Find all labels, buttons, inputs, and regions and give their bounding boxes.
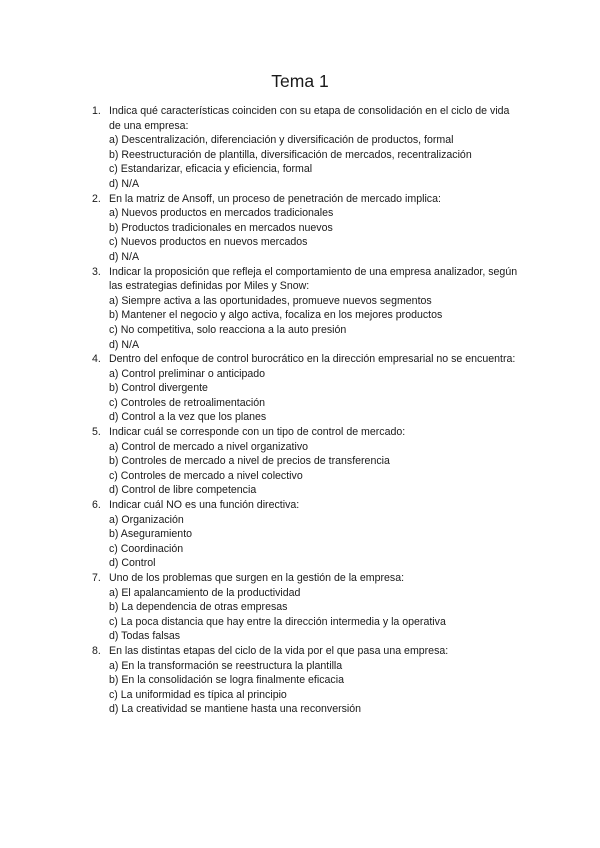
question-text: Indicar cuál NO es una función directiva: — [109, 499, 300, 512]
answer-option: b) Mantener el negocio y algo activa, focaliza en los mejores productos — [109, 309, 443, 322]
answer-option: c) La poca distancia que hay entre la dirección intermedia y la operativa — [109, 615, 446, 628]
question-item — [92, 352, 522, 425]
answer-options — [109, 294, 522, 352]
question-text: Indicar la proposición que refleja el comportamiento de una empresa analizador, según las estrategias definidas por Miles y Snow: — [109, 265, 518, 293]
answer-option: c) Controles de mercado a nivel colectivo — [109, 469, 303, 482]
question-text: Indicar cuál se corresponde con un tipo de control de mercado: — [109, 426, 406, 439]
question-item — [92, 425, 522, 498]
answer-options — [109, 367, 522, 425]
answer-option: b) La dependencia de otras empresas — [109, 601, 288, 614]
question-number: 4. — [92, 353, 101, 366]
question-item — [92, 571, 522, 644]
answer-option: b) Control divergente — [109, 382, 208, 395]
answer-option: d) Todas falsas — [109, 630, 181, 643]
answer-option: a) Descentralización, diferenciación y diversificación de productos, formal — [109, 134, 454, 147]
question-number: 8. — [92, 644, 101, 657]
question-text: En las distintas etapas del ciclo de la vida por el que pasa una empresa: — [109, 644, 449, 657]
question-number: 1. — [92, 105, 101, 117]
answer-option: d) La creatividad se mantiene hasta una reconversión — [109, 703, 362, 716]
question-item — [92, 104, 522, 192]
answer-option: b) Productos tradicionales en mercados nuevos — [109, 221, 333, 234]
answer-option: a) Siempre activa a las oportunidades, promueve nuevos segmentos — [109, 294, 432, 307]
answer-options — [109, 586, 522, 644]
question-list — [92, 104, 522, 717]
answer-option: d) N/A — [109, 250, 140, 263]
answer-option: a) Control preliminar o anticipado — [109, 367, 266, 380]
question-number: 6. — [92, 499, 101, 512]
answer-option: a) Control de mercado a nivel organizativo — [109, 440, 309, 453]
question-item — [92, 192, 522, 265]
answer-options — [109, 659, 522, 717]
answer-option: d) N/A — [109, 177, 140, 190]
answer-option: c) No competitiva, solo reacciona a la auto presión — [109, 323, 347, 336]
answer-option: c) Nuevos productos en nuevos mercados — [109, 236, 308, 249]
question-item — [92, 644, 522, 717]
question-item — [92, 265, 522, 353]
answer-option: c) Estandarizar, eficacia y eficiencia, formal — [109, 163, 313, 176]
answer-option: b) En la consolidación se logra finalmente eficacia — [109, 674, 344, 687]
answer-option: c) La uniformidad es típica al principio — [109, 688, 287, 701]
answer-option: d) N/A — [109, 338, 140, 351]
question-item — [92, 498, 522, 571]
page-title: Tema 1 — [271, 71, 329, 91]
question-number: 3. — [92, 265, 101, 278]
answer-options — [109, 440, 522, 498]
answer-option: b) Controles de mercado a nivel de precios de transferencia — [109, 455, 390, 468]
answer-option: a) Nuevos productos en mercados tradicionales — [109, 207, 334, 220]
answer-options — [109, 513, 522, 571]
answer-option: c) Controles de retroalimentación — [109, 396, 266, 409]
question-text: Uno de los problemas que surgen en la gestión de la empresa: — [109, 572, 405, 584]
question-number: 7. — [92, 572, 101, 584]
answer-options — [109, 133, 522, 191]
question-number: 2. — [92, 192, 101, 205]
answer-option: d) Control de libre competencia — [109, 484, 257, 497]
answer-option: b) Aseguramiento — [109, 528, 193, 541]
question-text: Dentro del enfoque de control burocrático en la dirección empresarial no se encuentra: — [109, 353, 516, 366]
question-text: Indica qué características coinciden con su etapa de consolidación en el ciclo de vida de una empresa: — [109, 105, 510, 132]
answer-options — [109, 206, 522, 264]
answer-option: a) El apalancamiento de la productividad — [109, 586, 301, 599]
answer-option: c) Coordinación — [109, 542, 184, 555]
answer-option: b) Reestructuración de plantilla, diversificación de mercados, recentralización — [109, 148, 472, 161]
answer-option: d) Control — [109, 557, 156, 570]
answer-option: d) Control a la vez que los planes — [109, 411, 267, 424]
answer-option: a) En la transformación se reestructura la plantilla — [109, 659, 343, 672]
answer-option: a) Organización — [109, 513, 184, 526]
question-number: 5. — [92, 426, 101, 439]
question-text: En la matriz de Ansoff, un proceso de penetración de mercado implica: — [109, 192, 441, 205]
